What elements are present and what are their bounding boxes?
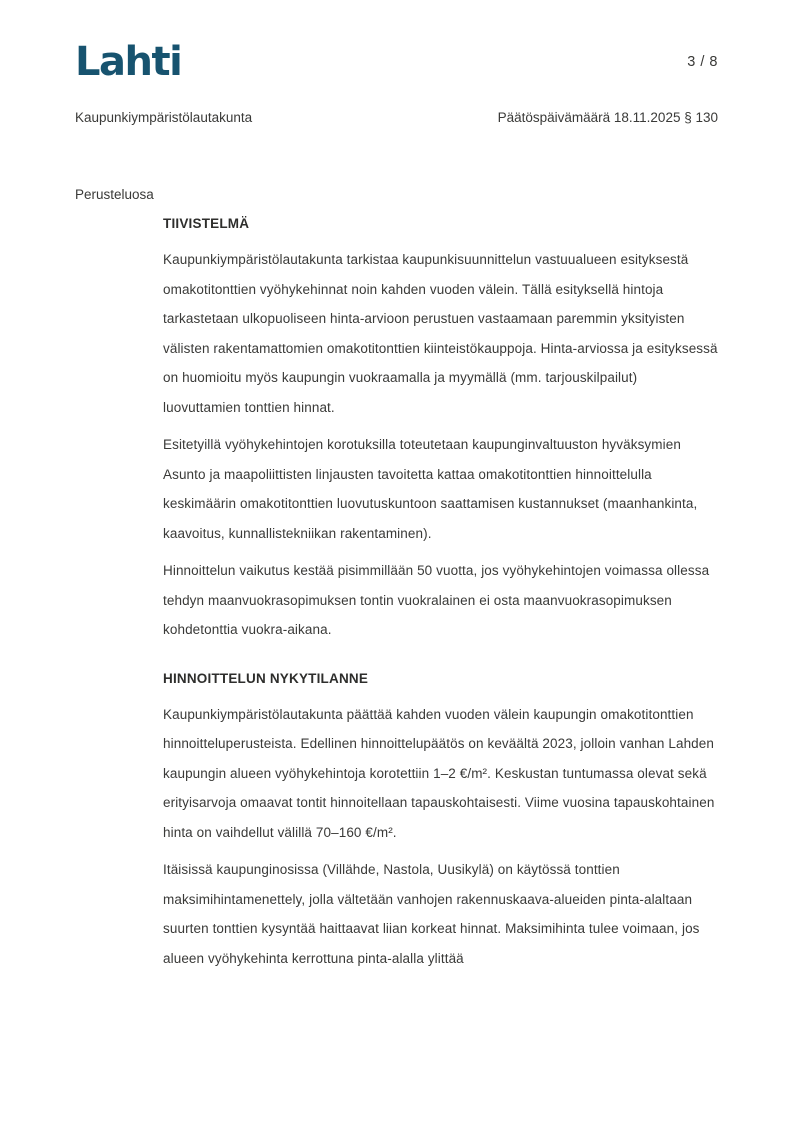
paragraph: Itäisissä kaupunginosissa (Villähde, Nastola, Uusikylä) on käytössä tonttien maksimihintamenettely, jolla vältetään vanhojen rakennuskaava-alueiden pinta-alaltaan suurten tonttien kysyntää haittaavat liian korkeat hinnat. Maksimihinta tulee voimaan, jos alueen vyöhykehinta kerrottuna pinta-alalla ylittää [163, 862, 700, 966]
paragraph: Hinnoittelun vaikutus kestää pisimmillään 50 vuotta, jos vyöhykehintojen voimassa ollessa tehdyn maanvuokrasopimuksen tontin vuokralainen ei osta maanvuokrasopimuksen kohdetonttia vuokra-aikana. [163, 563, 710, 637]
document-body [163, 216, 718, 973]
section-label-perusteluosa: Perusteluosa [75, 187, 154, 202]
paragraph: Kaupunkiympäristölautakunta tarkistaa kaupunkisuunnittelun vastuualueen esityksestä omakotitonttien vyöhykehinnat noin kahden vuoden välein. Tällä esityksellä hintoja tarkastetaan ulkopuoliseen hinta-arvioon perustuen vastaamaan paremmin yksityisten välisten rakentamattomien omakotitonttien kiinteistökauppoja. Hinta-arviossa ja esityksessä on huomioitu myös kaupungin vuokraamalla ja myymällä (mm. tarjouskilpailut) luovuttamien tonttien hinnat. [163, 252, 718, 415]
paragraph: Esitetyillä vyöhykehintojen korotuksilla toteutetaan kaupunginvaltuuston hyväksymien Asunto ja maapoliittisten linjausten tavoitetta kattaa omakotitonttien hinnoittelulla keskimäärin omakotitonttien luovutuskuntoon saattamisen kustannukset (maanhankinta, kaavoitus, kunnallistekniikan rakentaminen). [163, 437, 698, 541]
page-number: 3 / 8 [687, 54, 718, 70]
page-header [75, 39, 718, 100]
lahti-logo: Lahti [75, 39, 182, 85]
document-subheader [75, 110, 718, 125]
paragraph: Kaupunkiympäristölautakunta päättää kahden vuoden välein kaupungin omakotitonttien hinnoitteluperusteista. Edellinen hinnoittelupäätös on keväältä 2023, jolloin vanhan Lahden kaupungin alueen vyöhykehintoja korotettiin 1–2 €/m². Keskustan tuntumassa olevat sekä erityisarvoja omaavat tontit hinnoitellaan tapauskohtaisesti. Viime vuosina tapauskohtainen hinta on vaihdellut välillä 70–160 €/m². [163, 706, 715, 840]
committee-name: Kaupunkiympäristölautakunta [75, 110, 253, 125]
heading-tiivistelma: TIIVISTELMÄ [163, 216, 250, 231]
decision-date: Päätöspäivämäärä 18.11.2025 § 130 [497, 110, 718, 125]
heading-hinnoittelun-nykytilanne: HINNOITTELUN NYKYTILANNE [163, 670, 369, 686]
